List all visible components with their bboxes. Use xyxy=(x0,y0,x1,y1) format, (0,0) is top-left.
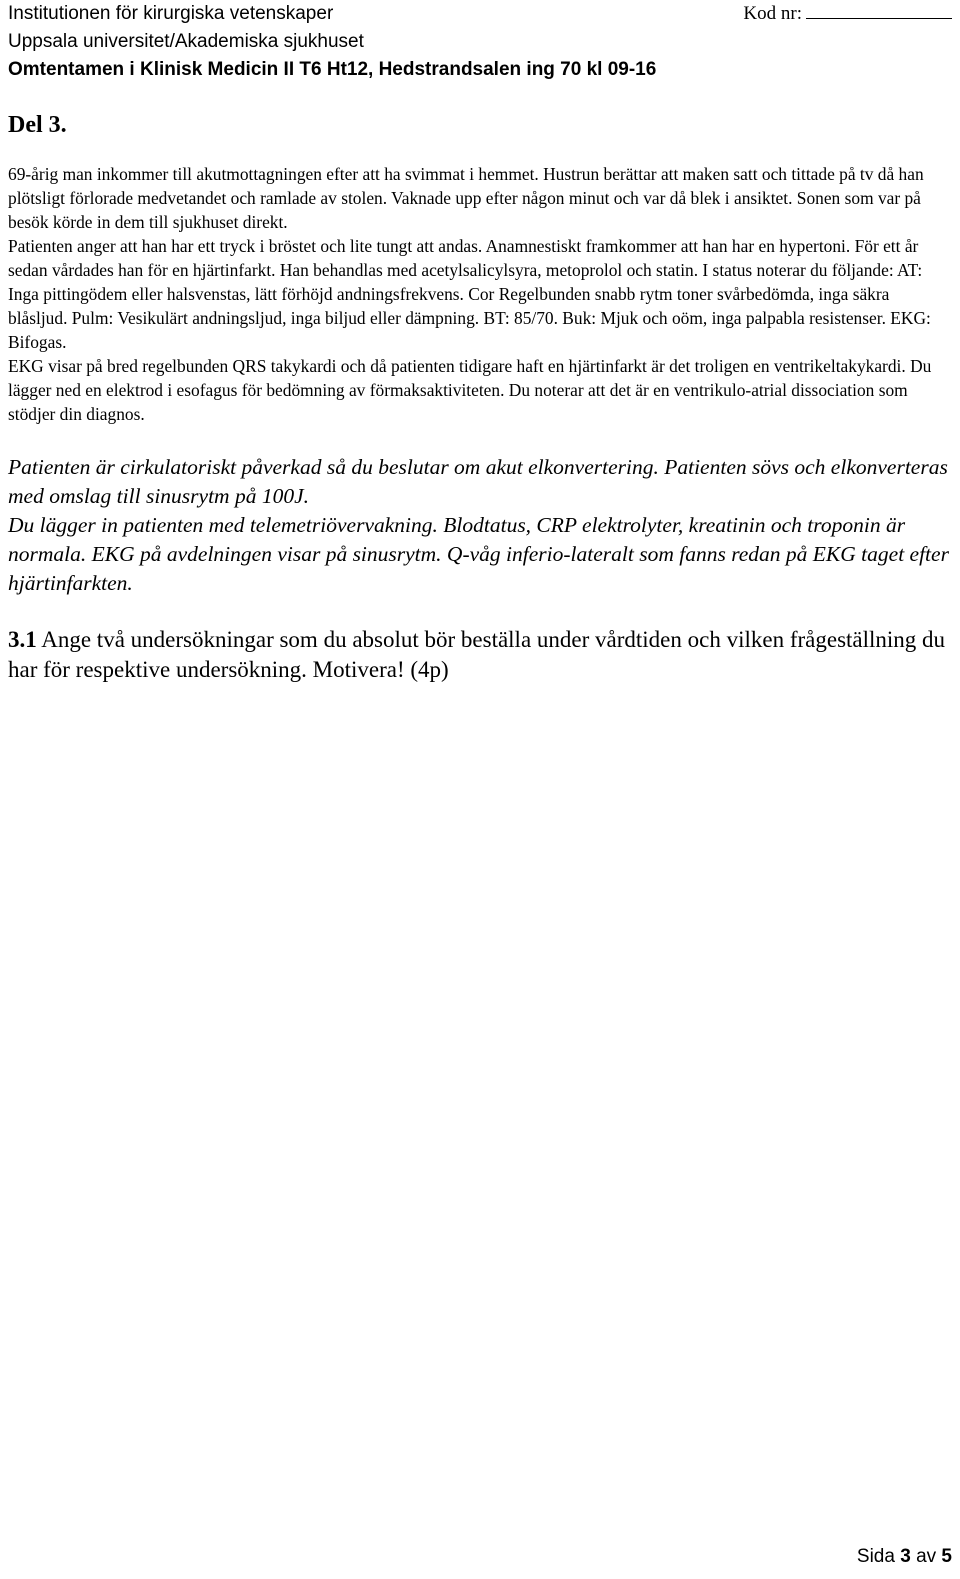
page-number: 3 xyxy=(900,1546,911,1567)
case-paragraph: 69-årig man inkommer till akutmottagningen efter att ha svimmat i hemmet. Hustrun berättar att maken satt och tittade på tv då han plötsligt förlorade medvetandet och ramlade av stolen. Vaknade upp efter någon minut och var då blek i ansiktet. Sonen som var på besök körde in dem till sjukhuset direkt. xyxy=(8,164,924,232)
question-text: Ange två undersökningar som du absolut bör beställa under vårdtiden och vilken frågeställning du har för respektive undersökning. Motivera! (4p) xyxy=(8,627,946,682)
page-total: 5 xyxy=(941,1546,952,1567)
case-description xyxy=(8,162,948,426)
question-3-1 xyxy=(8,625,952,685)
italic-paragraph: Patienten är cirkulatoriskt påverkad så du beslutar om akut elkonvertering. Patienten sövs och elkonverteras med omslag till sinusrytm på 100J. xyxy=(8,455,948,508)
code-number-blank xyxy=(806,0,952,19)
footer-prefix: Sida xyxy=(856,1546,901,1567)
question-number: 3.1 xyxy=(8,627,37,652)
footer-middle: av xyxy=(910,1546,942,1567)
section-title: Del 3. xyxy=(8,112,67,138)
code-number-field xyxy=(743,0,952,28)
institution-name: Institutionen för kirurgiska vetenskaper xyxy=(8,3,334,24)
exam-title: Omtentamen i Klinisk Medicin II T6 Ht12, Hedstrandsalen ing 70 kl 09-16 xyxy=(8,59,657,80)
italic-paragraph: Du lägger in patienten med telemetriövervakning. Blodtatus, CRP elektrolyter, kreatinin och troponin är normala. EKG på avdelningen visar på sinusrytm. Q-våg inferio-lateralt som fanns redan på EKG taget efter hjärtinfarkten. xyxy=(8,513,949,595)
page-footer xyxy=(857,1543,952,1571)
code-number-label: Kod nr: xyxy=(743,3,802,24)
case-paragraph: EKG visar på bred regelbunden QRS takykardi och då patienten tidigare haft en hjärtinfarkt är det troligen en ventrikeltakykardi. Du lägger ned en elektrod i esofagus för bedömning av förmaksaktiviteten. Du noterar att det är en ventrikulo-atrial dissociation som stödjer din diagnos. xyxy=(8,356,932,424)
case-paragraph: Patienten anger att han har ett tryck i bröstet och lite tungt att andas. Anamnestiskt framkommer att han har en hypertoni. För ett år sedan vårdades han för en hjärtinfarkt. Han behandlas med acetylsalicylsyra, metoprolol och statin. I status noterar du följande: AT: Inga pittingödem eller halsvenstas, lätt förhöjd andningsfrekvens. Cor Regelbunden snabb rytm toner svårbedömda, inga säkra blåsljud. Pulm: Vesikulärt andningsljud, inga biljud eller dämpning. BT: 85/70. Buk: Mjuk och oöm, inga palpabla resistenser. EKG: Bifogas. xyxy=(8,236,931,352)
university-name: Uppsala universitet/Akademiska sjukhuset xyxy=(8,31,364,52)
case-continuation xyxy=(8,453,952,598)
